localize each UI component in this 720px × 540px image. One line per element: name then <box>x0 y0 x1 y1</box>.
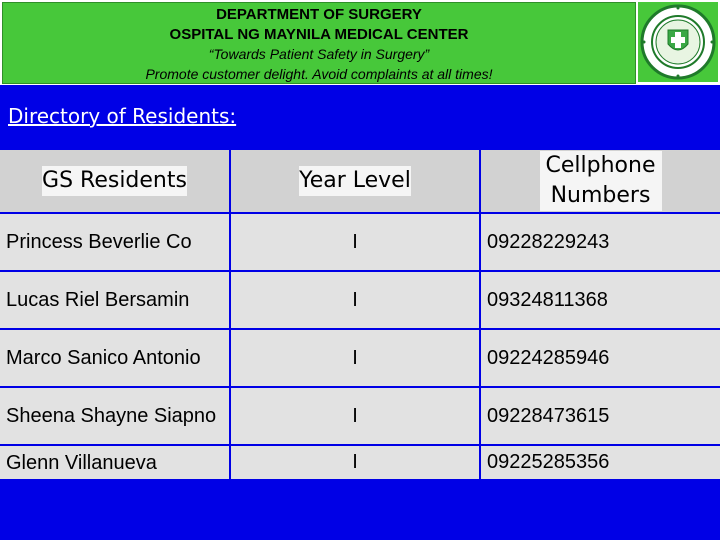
column-header-residents <box>0 150 229 212</box>
table-row <box>0 446 720 479</box>
year-level: I <box>231 330 479 386</box>
table-row <box>0 214 720 270</box>
table-row <box>0 272 720 328</box>
column-header-year-level-label: Year Level <box>299 166 411 196</box>
resident-name: Princess Beverlie Co <box>0 214 229 270</box>
residents-table <box>0 150 720 472</box>
slogan: Promote customer delight. Avoid complaints at all times! <box>145 66 493 82</box>
column-header-year-level <box>231 150 479 212</box>
table-row <box>0 330 720 386</box>
cellphone-number: 09225285356 <box>481 446 720 479</box>
cellphone-number: 09224285946 <box>481 330 720 386</box>
column-header-cellphone <box>481 150 720 212</box>
cellphone-number: 09324811368 <box>481 272 720 328</box>
hospital-seal-icon <box>638 2 718 82</box>
hospital-name: OSPITAL NG MAYNILA MEDICAL CENTER <box>169 26 469 43</box>
resident-name: Glenn Villanueva <box>0 446 229 479</box>
resident-name: Marco Sanico Antonio <box>0 330 229 386</box>
year-level: I <box>231 214 479 270</box>
year-level: I <box>231 272 479 328</box>
cellphone-number: 09228229243 <box>481 214 720 270</box>
column-header-cellphone-label: Cellphone Numbers <box>540 151 662 210</box>
motto: “Towards Patient Safety in Surgery” <box>208 46 430 62</box>
year-level: I <box>231 388 479 444</box>
year-level: I <box>231 446 479 479</box>
cellphone-number: 09228473615 <box>481 388 720 444</box>
header <box>0 0 720 85</box>
department-banner <box>2 2 636 84</box>
table-row <box>0 388 720 444</box>
column-header-residents-label: GS Residents <box>42 166 187 196</box>
department-name: DEPARTMENT OF SURGERY <box>216 6 422 23</box>
section-title: Directory of Residents: <box>8 104 237 128</box>
resident-name: Lucas Riel Bersamin <box>0 272 229 328</box>
resident-name: Sheena Shayne Siapno <box>0 388 229 444</box>
